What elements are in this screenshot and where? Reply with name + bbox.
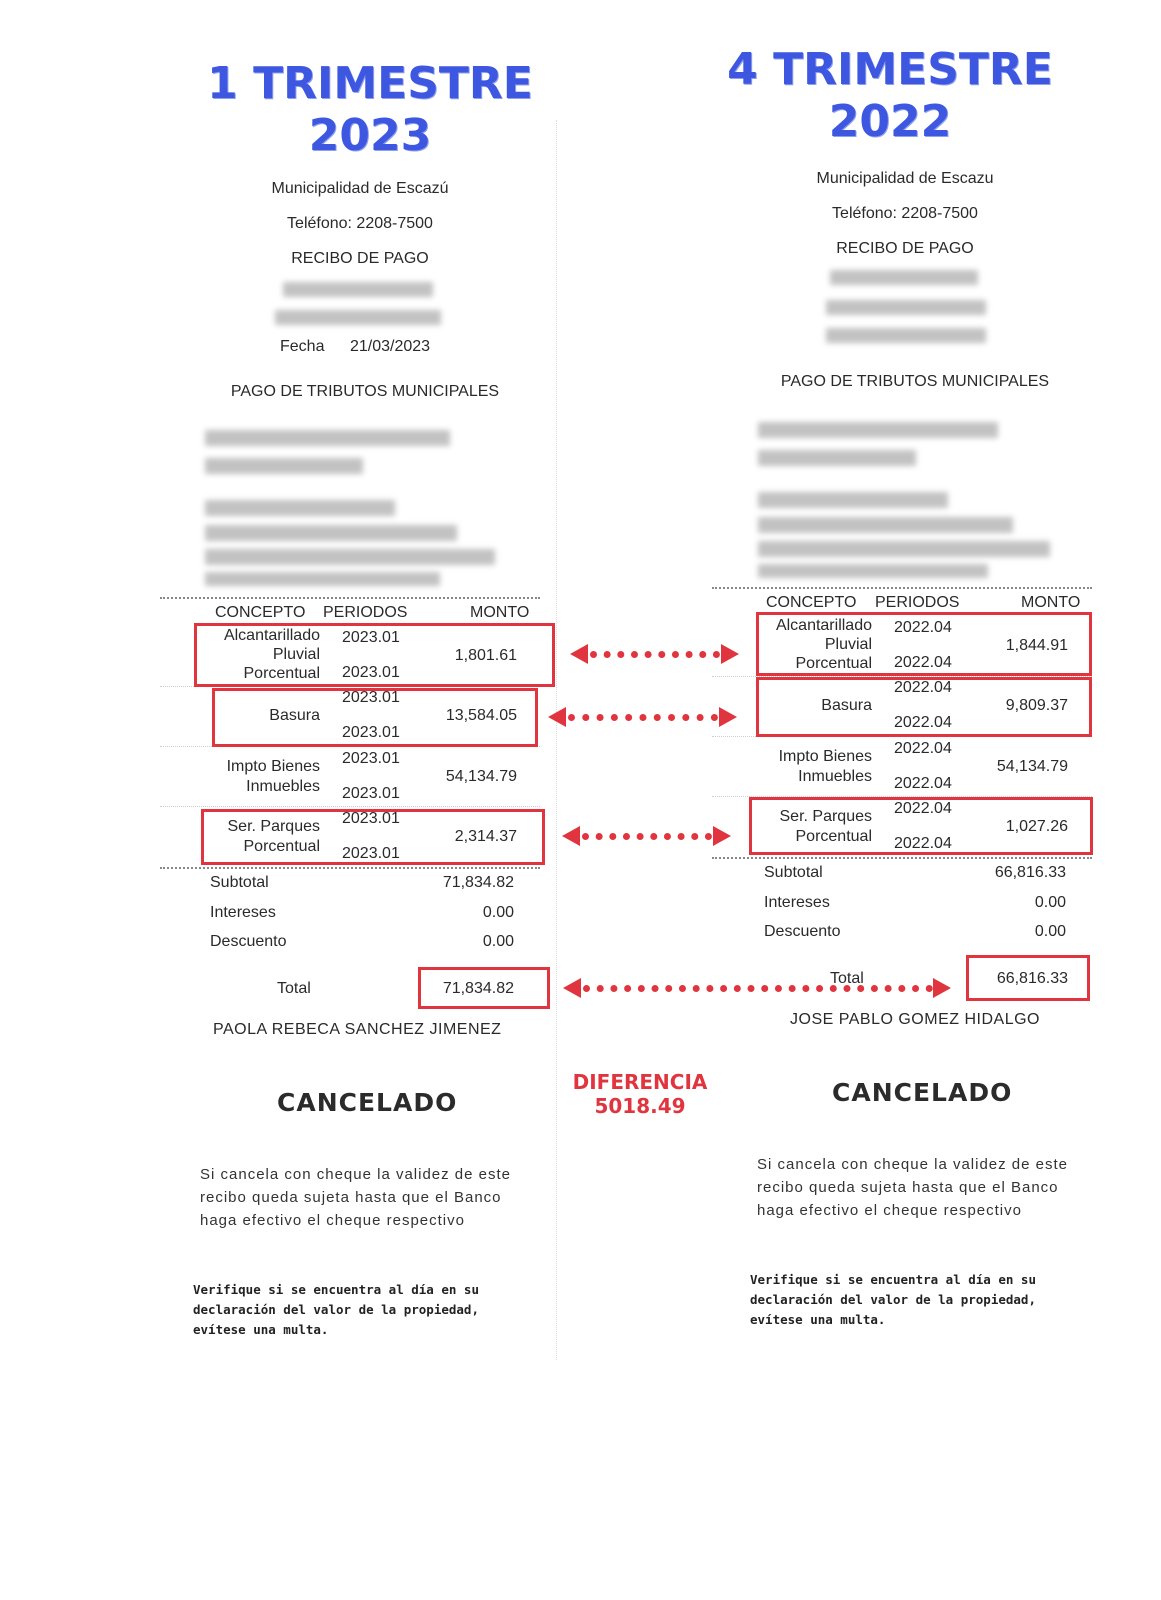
descuento-value: 0.00	[1034, 923, 1066, 940]
heading-right	[690, 44, 1090, 148]
intereses-value: 0.00	[482, 904, 514, 921]
highlight-box	[756, 612, 1092, 676]
redacted-block	[283, 282, 433, 297]
status-cancelado: CANCELADO	[832, 1078, 1013, 1107]
period-from: 2023.01	[342, 810, 400, 827]
note-line: evítese una multa.	[193, 1322, 329, 1337]
amount: 1,801.61	[454, 647, 517, 664]
difference-value: 5018.49	[594, 1094, 686, 1118]
phone-number: Teléfono: 2208-7500	[832, 205, 978, 222]
row-divider	[160, 806, 540, 807]
amount: 9,809.37	[1005, 697, 1068, 714]
highlight-box	[194, 623, 555, 687]
note-line: Verifique si se encuentra al día en su	[193, 1282, 479, 1297]
period-from: 2022.04	[894, 800, 952, 817]
period-to: 2023.01	[342, 664, 400, 681]
subtotal-value: 71,834.82	[442, 874, 514, 891]
concept-line: Basura	[269, 707, 320, 724]
status-cancelado: CANCELADO	[277, 1088, 458, 1117]
col-monto: MONTO	[470, 604, 530, 621]
redacted-block	[826, 300, 986, 315]
heading-right-line2: 2022	[828, 96, 952, 147]
descuento-label: Descuento	[210, 933, 287, 950]
table-rule	[160, 597, 540, 599]
concept-line: Ser. Parques	[779, 808, 872, 825]
redacted-block	[758, 564, 988, 578]
period-to: 2023.01	[342, 724, 400, 741]
period-to: 2022.04	[894, 654, 952, 671]
concept-line: Porcentual	[795, 655, 872, 672]
col-concepto: CONCEPTO	[766, 594, 857, 611]
payer-name: PAOLA REBECA SANCHEZ JIMENEZ	[213, 1021, 502, 1038]
intereses-label: Intereses	[764, 894, 830, 911]
cheque-line: haga efectivo el cheque respectivo	[757, 1202, 1022, 1219]
highlight-box	[418, 967, 550, 1009]
heading-left-line2: 2023	[308, 110, 432, 161]
note-line: declaración del valor de la propiedad,	[750, 1292, 1036, 1307]
intereses-value: 0.00	[1034, 894, 1066, 911]
center-divider	[556, 120, 557, 1360]
period-from: 2022.04	[894, 619, 952, 636]
period-to: 2023.01	[342, 845, 400, 862]
col-periodos: PERIODOS	[323, 604, 408, 621]
period-from: 2023.01	[342, 689, 400, 706]
total-label: Total	[277, 980, 311, 997]
concept-line: Impto Bienes	[778, 748, 872, 765]
table-rule	[160, 867, 540, 869]
fecha-label: Fecha	[280, 338, 325, 355]
highlight-box	[212, 688, 538, 747]
concept-line: Ser. Parques	[227, 818, 320, 835]
period-from: 2022.04	[894, 679, 952, 696]
phone-number: Teléfono: 2208-7500	[287, 215, 433, 232]
municipality-name: Municipalidad de Escazú	[271, 180, 449, 197]
receipt-title: RECIBO DE PAGO	[836, 240, 974, 257]
difference-callout	[565, 1070, 715, 1118]
period-to: 2023.01	[342, 785, 400, 802]
cheque-line: recibo queda sujeta hasta que el Banco	[757, 1179, 1059, 1196]
highlight-box	[756, 677, 1092, 737]
fecha-value: 21/03/2023	[350, 338, 431, 355]
heading-right-line1: 4 TRIMESTRE	[727, 44, 1053, 95]
redacted-block	[205, 525, 457, 541]
descuento-label: Descuento	[764, 923, 841, 940]
concept-line: Porcentual	[243, 665, 320, 682]
concept-line: Alcantarillado	[223, 627, 320, 644]
verification-note	[193, 1280, 479, 1340]
cheque-notice	[757, 1153, 1068, 1222]
cheque-line: Si cancela con cheque la validez de este	[757, 1156, 1069, 1173]
amount: 1,844.91	[1005, 637, 1068, 654]
concept-line: Alcantarillado	[775, 617, 872, 634]
amount: 1,027.26	[1005, 818, 1068, 835]
concept-line: Porcentual	[243, 838, 320, 855]
redacted-block	[205, 500, 395, 516]
cheque-notice	[200, 1163, 511, 1232]
highlight-box	[966, 955, 1090, 1001]
cheque-line: haga efectivo el cheque respectivo	[200, 1212, 465, 1229]
cheque-line: Si cancela con cheque la validez de este	[200, 1166, 512, 1183]
subtotal-label: Subtotal	[764, 864, 823, 881]
table-rule	[712, 587, 1092, 589]
amount: 13,584.05	[445, 707, 517, 724]
redacted-block	[205, 458, 363, 474]
period-from: 2023.01	[342, 629, 400, 646]
payment-title: PAGO DE TRIBUTOS MUNICIPALES	[230, 383, 500, 400]
highlight-box	[749, 797, 1093, 855]
cheque-line: recibo queda sujeta hasta que el Banco	[200, 1189, 502, 1206]
period-to: 2022.04	[894, 714, 952, 731]
redacted-block	[826, 328, 986, 343]
period-to: 2022.04	[894, 775, 952, 792]
concept-line: Pluvial	[824, 636, 872, 653]
period-to: 2022.04	[894, 835, 952, 852]
total-value: 71,834.82	[442, 980, 514, 997]
redacted-block	[758, 422, 998, 438]
amount: 54,134.79	[445, 768, 517, 785]
redacted-block	[758, 517, 1013, 533]
verification-note	[750, 1270, 1036, 1330]
note-line: Verifique si se encuentra al día en su	[750, 1272, 1036, 1287]
subtotal-value: 66,816.33	[994, 864, 1066, 881]
redacted-block	[758, 450, 916, 466]
note-line: evítese una multa.	[750, 1312, 886, 1327]
total-label: Total	[830, 970, 864, 987]
concept-line: Pluvial	[272, 646, 320, 663]
amount: 54,134.79	[996, 758, 1068, 775]
municipality-name: Municipalidad de Escazu	[816, 170, 994, 187]
highlight-box	[201, 809, 545, 865]
heading-left	[170, 58, 570, 162]
concept-line: Impto Bienes	[226, 758, 320, 775]
redacted-block	[205, 572, 440, 586]
difference-label: DIFERENCIA	[572, 1070, 708, 1094]
redacted-block	[205, 430, 450, 446]
total-value: 66,816.33	[996, 970, 1068, 987]
table-rule	[712, 857, 1092, 859]
receipt-title: RECIBO DE PAGO	[291, 250, 429, 267]
concept-line: Porcentual	[795, 828, 872, 845]
period-from: 2022.04	[894, 740, 952, 757]
subtotal-label: Subtotal	[210, 874, 269, 891]
descuento-value: 0.00	[482, 933, 514, 950]
redacted-block	[205, 549, 495, 565]
heading-left-line1: 1 TRIMESTRE	[207, 58, 533, 109]
redacted-block	[758, 541, 1050, 557]
concept-line: Inmuebles	[798, 768, 872, 785]
col-concepto: CONCEPTO	[215, 604, 306, 621]
col-monto: MONTO	[1021, 594, 1081, 611]
col-periodos: PERIODOS	[875, 594, 960, 611]
concept-line: Inmuebles	[246, 778, 320, 795]
redacted-block	[830, 270, 978, 285]
redacted-block	[758, 492, 948, 508]
note-line: declaración del valor de la propiedad,	[193, 1302, 479, 1317]
payment-title: PAGO DE TRIBUTOS MUNICIPALES	[780, 373, 1050, 390]
amount: 2,314.37	[454, 828, 517, 845]
period-from: 2023.01	[342, 750, 400, 767]
concept-line: Basura	[821, 697, 872, 714]
redacted-block	[275, 310, 441, 325]
intereses-label: Intereses	[210, 904, 276, 921]
payer-name: JOSE PABLO GOMEZ HIDALGO	[790, 1011, 1040, 1028]
